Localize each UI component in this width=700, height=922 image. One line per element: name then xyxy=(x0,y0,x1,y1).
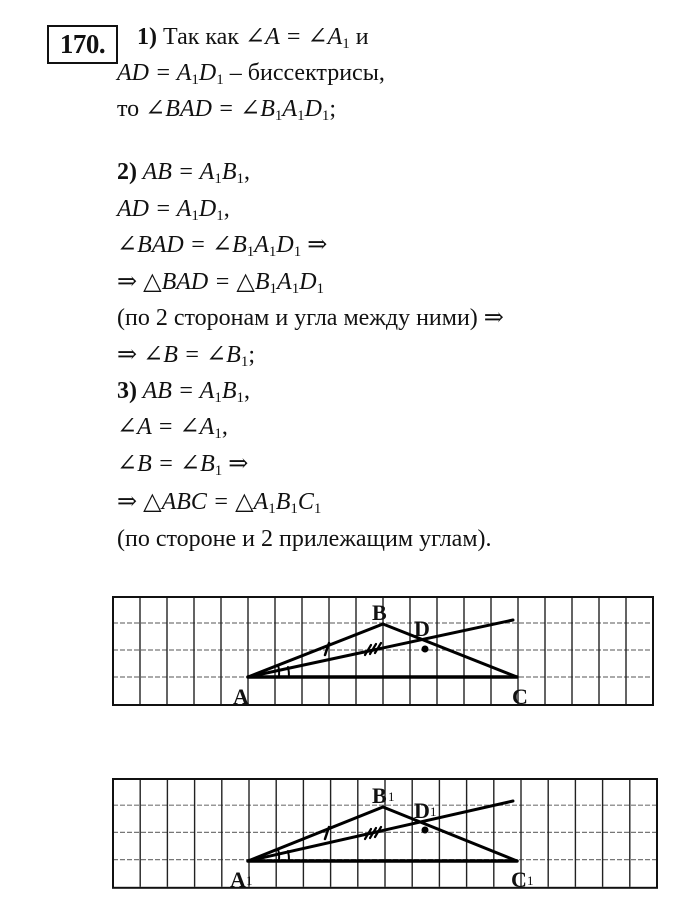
triangle-a1b1c1-diagram xyxy=(0,778,700,911)
solution-line xyxy=(117,267,324,297)
subscript: 1 xyxy=(290,501,298,517)
math-expression: A xyxy=(282,96,298,122)
text: , xyxy=(223,196,230,222)
step-number: 3) xyxy=(117,378,137,404)
subscript: 1 xyxy=(342,36,350,52)
vertex-label-b: B xyxy=(372,783,387,808)
math-expression: AD = A xyxy=(117,196,192,222)
vertex-label-c: C xyxy=(511,867,527,892)
text: , xyxy=(243,159,250,185)
text: ; xyxy=(329,96,337,122)
text: , xyxy=(221,414,228,440)
subscript: 1 xyxy=(268,501,276,517)
math-expression: ∠A = ∠A xyxy=(117,414,215,440)
subscript: 1 xyxy=(316,281,325,297)
subscript: 1 xyxy=(313,501,322,517)
subscript: 1 xyxy=(274,108,283,124)
text: ⇒ xyxy=(301,232,328,258)
subscript: 1 xyxy=(216,72,224,88)
vertex-label-subscript: 1 xyxy=(527,873,534,888)
math-expression: B xyxy=(275,489,291,515)
subscript: 1 xyxy=(191,208,199,224)
subscript: 1 xyxy=(236,390,244,406)
subscript: 1 xyxy=(191,72,199,88)
solution-line xyxy=(117,449,248,479)
solution-line xyxy=(117,412,228,442)
subscript: 1 xyxy=(240,354,249,370)
vertex-label-a: A xyxy=(233,684,249,709)
math-expression: AB = A xyxy=(137,159,215,185)
math-expression: A xyxy=(277,269,292,295)
math-expression: D xyxy=(198,196,217,222)
math-expression: ∠BAD = ∠B xyxy=(117,232,247,258)
math-expression: ⇒ ∠B = ∠B xyxy=(117,342,241,368)
solution-line xyxy=(117,524,492,554)
math-expression: B xyxy=(221,159,237,185)
text: ; xyxy=(248,342,256,368)
subscript: 1 xyxy=(321,108,330,124)
math-expression: ⇒ △ABC = △A xyxy=(117,489,269,515)
text: то xyxy=(117,96,146,122)
subscript: 1 xyxy=(214,426,222,442)
problem-number: 170. xyxy=(47,25,118,64)
math-expression: D xyxy=(276,232,294,258)
text: (по 2 сторонам и угла между ними) ⇒ xyxy=(117,305,504,331)
subscript: 1 xyxy=(297,108,305,124)
vertex-label-d: D xyxy=(414,798,430,823)
subscript: 1 xyxy=(214,171,222,187)
math-expression: AD = A xyxy=(117,60,192,86)
solution-line xyxy=(117,487,321,517)
triangle-abc-diagram xyxy=(0,596,700,728)
solution-line xyxy=(117,194,230,224)
math-expression: B xyxy=(221,378,237,404)
math-expression: AB = A xyxy=(137,378,215,404)
subscript: 1 xyxy=(214,390,222,406)
solution-line xyxy=(117,340,255,370)
math-expression: D xyxy=(299,269,317,295)
subscript: 1 xyxy=(236,171,244,187)
math-expression: ∠A = ∠A xyxy=(244,24,343,50)
text: , xyxy=(243,378,250,404)
vertex-label-d: D xyxy=(414,616,430,641)
vertex-label-subscript: 1 xyxy=(388,789,395,804)
vertex-label-subscript: 1 xyxy=(430,804,437,819)
vertex-label-a: A xyxy=(230,867,246,892)
text: и xyxy=(349,24,369,50)
step-number: 2) xyxy=(117,159,137,185)
vertex-label-subscript: 1 xyxy=(246,873,253,888)
solution-line xyxy=(117,376,250,406)
subscript: 1 xyxy=(216,208,224,224)
math-expression: C xyxy=(297,489,314,515)
triangle xyxy=(248,801,517,861)
solution-line xyxy=(117,157,250,187)
math-expression: A xyxy=(254,232,269,258)
vertex-label-c: C xyxy=(512,684,528,709)
text: Так как xyxy=(157,24,245,50)
solution-line xyxy=(117,94,336,124)
solution-line xyxy=(137,22,369,52)
text: – биссектрисы, xyxy=(223,60,385,86)
vertex-label-b: B xyxy=(372,600,387,625)
subscript: 1 xyxy=(246,244,255,260)
math-expression: D xyxy=(198,60,217,86)
math-expression: D xyxy=(304,96,322,122)
math-expression: ∠BAD = ∠B xyxy=(145,96,275,122)
text: ⇒ xyxy=(222,451,249,477)
step-number: 1) xyxy=(137,24,157,50)
math-expression: ∠B = ∠B xyxy=(117,451,215,477)
solution-line xyxy=(117,58,385,88)
solution-line xyxy=(117,303,504,333)
subscript: 1 xyxy=(214,463,223,479)
subscript: 1 xyxy=(268,244,277,260)
subscript: 1 xyxy=(293,244,302,260)
math-expression: ⇒ △BAD = △B xyxy=(117,269,270,295)
solution-line xyxy=(117,230,327,260)
subscript: 1 xyxy=(269,281,278,297)
subscript: 1 xyxy=(291,281,300,297)
text: (по стороне и 2 прилежащим углам). xyxy=(117,526,492,552)
